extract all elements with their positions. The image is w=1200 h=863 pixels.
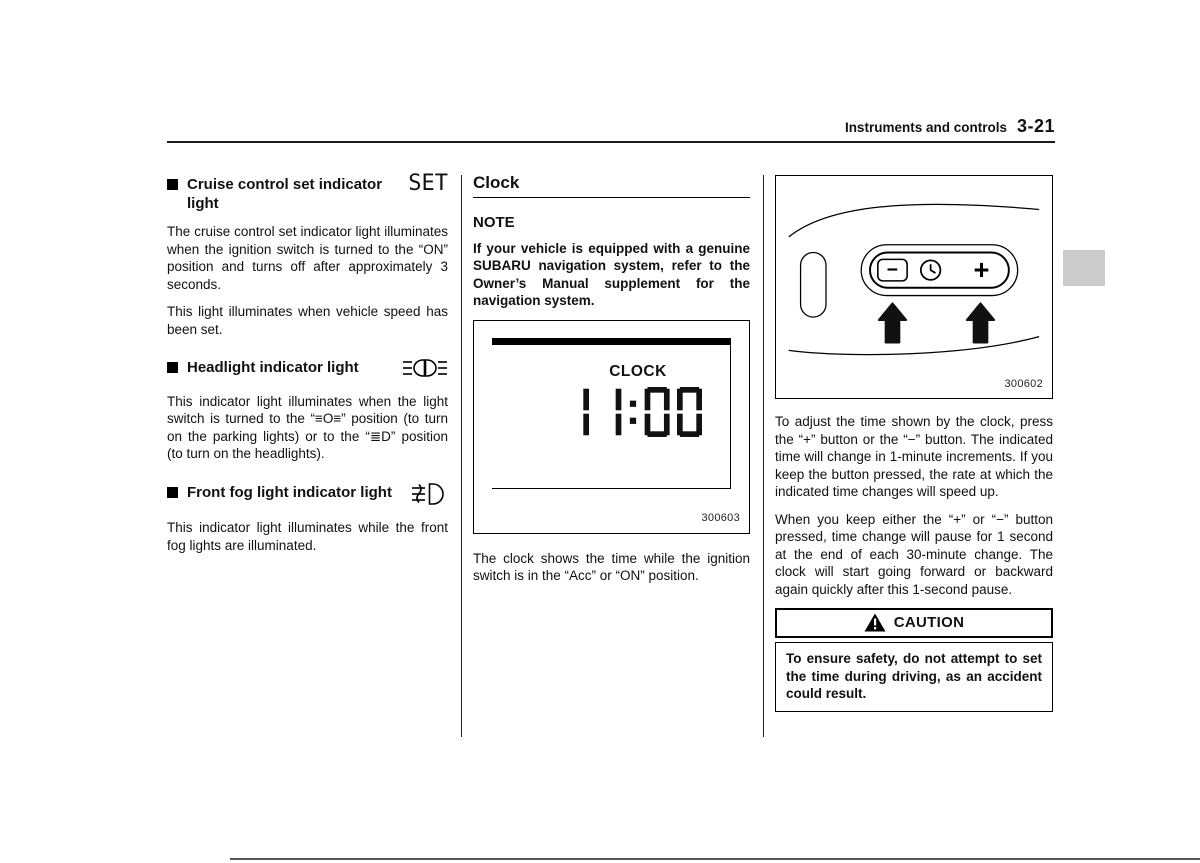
bullet-square-icon [167, 487, 178, 498]
note-paragraph: If your vehicle is equipped with a genuine SUBARU navigation system, refer to the Owner’s Manual supplement for the navigation system. [473, 240, 750, 308]
clock-heading: Clock [473, 173, 520, 192]
page-header [167, 0, 1055, 143]
caution-title: CAUTION [893, 613, 965, 631]
cruise-paragraph-2: This light illuminates when vehicle speed has been set. [167, 304, 448, 337]
caution-box [775, 608, 1053, 712]
middle-column [473, 173, 750, 595]
clock-lcd-label: CLOCK [609, 362, 667, 380]
caution-body [775, 642, 1053, 712]
cruise-section-title: Cruise control set indicator light [187, 176, 383, 212]
clock-paragraph: The clock shows the time while the ignition switch is in the “Acc” or “ON” position. [473, 550, 750, 583]
clock-heading-rule [473, 197, 750, 198]
figure-number: 300602 [1004, 377, 1043, 390]
headlight-section-heading [167, 358, 448, 383]
cruise-paragraph-1: The cruise control set indicator light illuminates when the ignition switch is turned to the “ON” position and turns off after approximately 3 seconds. [167, 224, 448, 292]
set-indicator-icon: SET [408, 171, 448, 196]
warning-triangle-icon [864, 613, 886, 632]
fog-section-heading [167, 483, 448, 510]
plus-button-label: + [973, 253, 990, 285]
note-heading: NOTE [473, 214, 515, 231]
clock-time-display [492, 387, 730, 437]
caution-text: To ensure safety, do not attempt to set the time during driving, as an accident could result. [786, 651, 1042, 701]
clock-lcd-topbar [492, 338, 730, 345]
left-column [167, 173, 448, 564]
headlight-paragraph: This indicator light illuminates when the light switch is turned to the “≡O≡” position (to turn on the parking lights) or to the “≣D” position (to turn on the headlights). [167, 393, 448, 461]
up-arrow-icon [967, 303, 994, 342]
headlight-section-title: Headlight indicator light [187, 359, 359, 376]
content-columns [0, 143, 1200, 737]
column-divider [461, 175, 462, 737]
up-arrow-icon [879, 303, 906, 342]
caution-header [775, 608, 1053, 638]
minus-button-label: − [886, 259, 899, 281]
adjust-time-paragraph-2: When you keep either the “+” or “−” button pressed, time change will pause for 1 second at the end of each 30-minute change. The clock will start going forward or backward again quickly after this 1-second pause. [775, 511, 1053, 597]
steering-column-outline [801, 253, 826, 318]
header-page-number: 3-21 [1016, 116, 1055, 136]
bullet-square-icon [167, 179, 178, 190]
dashboard-illustration [781, 184, 1047, 368]
headlight-indicator-icon [402, 358, 448, 383]
adjust-time-paragraph-1: To adjust the time shown by the clock, press the “+” button or the “−” button. The indicated time will change in 1-minute increments. If you keep the button pressed, the rate at which the indicated time changes will speed up. [775, 414, 1053, 499]
column-divider [763, 175, 764, 737]
fog-section-title: Front fog light indicator light [187, 483, 392, 501]
fog-paragraph: This indicator light illuminates while the front fog lights are illuminated. [167, 520, 448, 553]
figure-number: 300603 [701, 512, 740, 524]
bullet-square-icon [167, 362, 178, 373]
header-section-title: Instruments and controls [844, 120, 1007, 135]
cruise-section-heading [167, 171, 448, 213]
bottom-rule [230, 858, 1200, 860]
clock-display-figure [473, 320, 750, 534]
clock-lcd-panel [492, 338, 731, 489]
page-edge-tab [1063, 250, 1105, 286]
clock-buttons-figure [775, 175, 1053, 399]
fog-light-indicator-icon [410, 483, 448, 510]
right-column [775, 173, 1053, 712]
